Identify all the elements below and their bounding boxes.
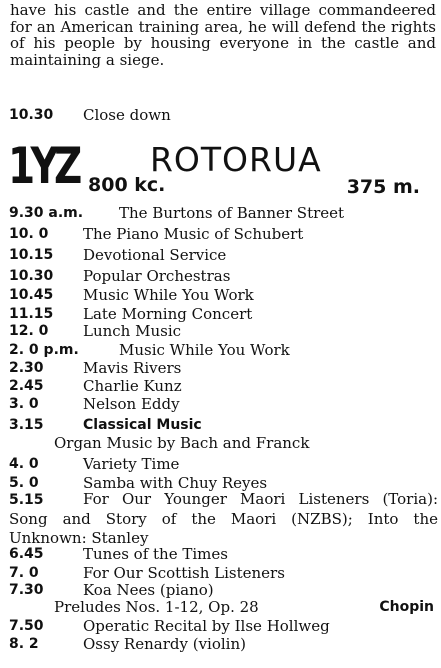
schedule-row [9,341,439,360]
station-city: ROTORUA [150,140,322,179]
schedule-time: 11.15 [9,306,54,322]
schedule-time: 10.15 [9,247,54,263]
schedule-title: Music While You Work [83,286,254,304]
schedule-title: Late Morning Concert [83,305,253,323]
schedule-time: 7. 0 [9,565,39,581]
preludes-title: Preludes Nos. 1-12, Op. 28 [54,598,259,616]
schedule-time: 5. 0 [9,475,39,491]
closing-time: 10.30 [9,107,54,123]
schedule-time: 2.45 [9,378,44,394]
maori-text: For Our Younger Maori Listeners (Toria): Song and Story of the Maori (NZBS); Into the Unknown: Stanley [9,490,438,547]
schedule-time: 10. 0 [9,226,49,242]
schedule-time: 10.30 [9,268,54,284]
schedule-row [9,455,439,474]
schedule-title: Samba with Chuy Reyes [83,474,268,492]
schedule-title: Nelson Eddy [83,395,180,413]
schedule-row [9,416,439,435]
station-frequency: 800 kc. [88,174,166,196]
maori-entry [9,490,438,548]
schedule-time: 2.30 [9,360,44,376]
schedule-title: For Our Scottish Listeners [83,564,285,582]
schedule-time: 3.15 [9,417,44,433]
maori-time: 5.15 [9,492,44,508]
schedule-title: Tunes of the Times [83,545,228,563]
schedule-row [9,225,439,244]
schedule-title: Ossy Renardy (violin) [83,635,246,653]
schedule-title: Lunch Music [83,322,182,340]
schedule-time: 12. 0 [9,323,49,339]
station-header [8,137,438,204]
schedule-row [9,545,439,564]
preludes-line [54,598,438,617]
schedule-title: Popular Orchestras [83,267,231,285]
schedule-title: Variety Time [83,455,180,473]
schedule-row [9,286,439,305]
classical-note: Organ Music by Bach and Franck [54,434,310,452]
schedule-row [9,377,439,396]
schedule-title: The Burtons of Banner Street [119,204,345,222]
schedule-time: 7.50 [9,618,44,634]
schedule-row [9,359,439,378]
station-callsign: 1YZ [8,137,78,195]
preludes-composer: Chopin [379,599,434,615]
intro-paragraph: have his castle and the entire village commandeered for an American training area, he will defend the rights of his people by housing everyone in the castle and maintaining a siege. [10,1,436,69]
schedule-title: Koa Nees (piano) [83,581,214,599]
schedule-row [9,395,439,414]
schedule-time: 3. 0 [9,396,39,412]
schedule-title: Classical Music [83,417,202,433]
schedule-row [9,322,439,341]
schedule-title: The Piano Music of Schubert [83,225,304,243]
schedule-time: 9.30 a.m. [9,205,84,221]
schedule-row [9,246,439,265]
schedule-time: 7.30 [9,582,44,598]
schedule-row [9,617,439,636]
schedule-title: Charlie Kunz [83,377,182,395]
schedule-title: Mavis Rivers [83,359,182,377]
schedule-time: 8. 2 [9,636,39,652]
schedule-time: 6.45 [9,546,44,562]
schedule-row [9,267,439,286]
schedule-title: Music While You Work [119,341,290,359]
schedule-title: Operatic Recital by Ilse Hollweg [83,617,330,635]
station-wavelength: 375 m. [346,176,420,198]
closing-row [9,106,439,125]
closing-title: Close down [83,106,171,124]
schedule-row [9,204,439,223]
schedule-title: Devotional Service [83,246,227,264]
schedule-time: 2. 0 p.m. [9,342,79,358]
schedule-time: 10.45 [9,287,54,303]
schedule-time: 4. 0 [9,456,39,472]
schedule-row [9,635,439,654]
